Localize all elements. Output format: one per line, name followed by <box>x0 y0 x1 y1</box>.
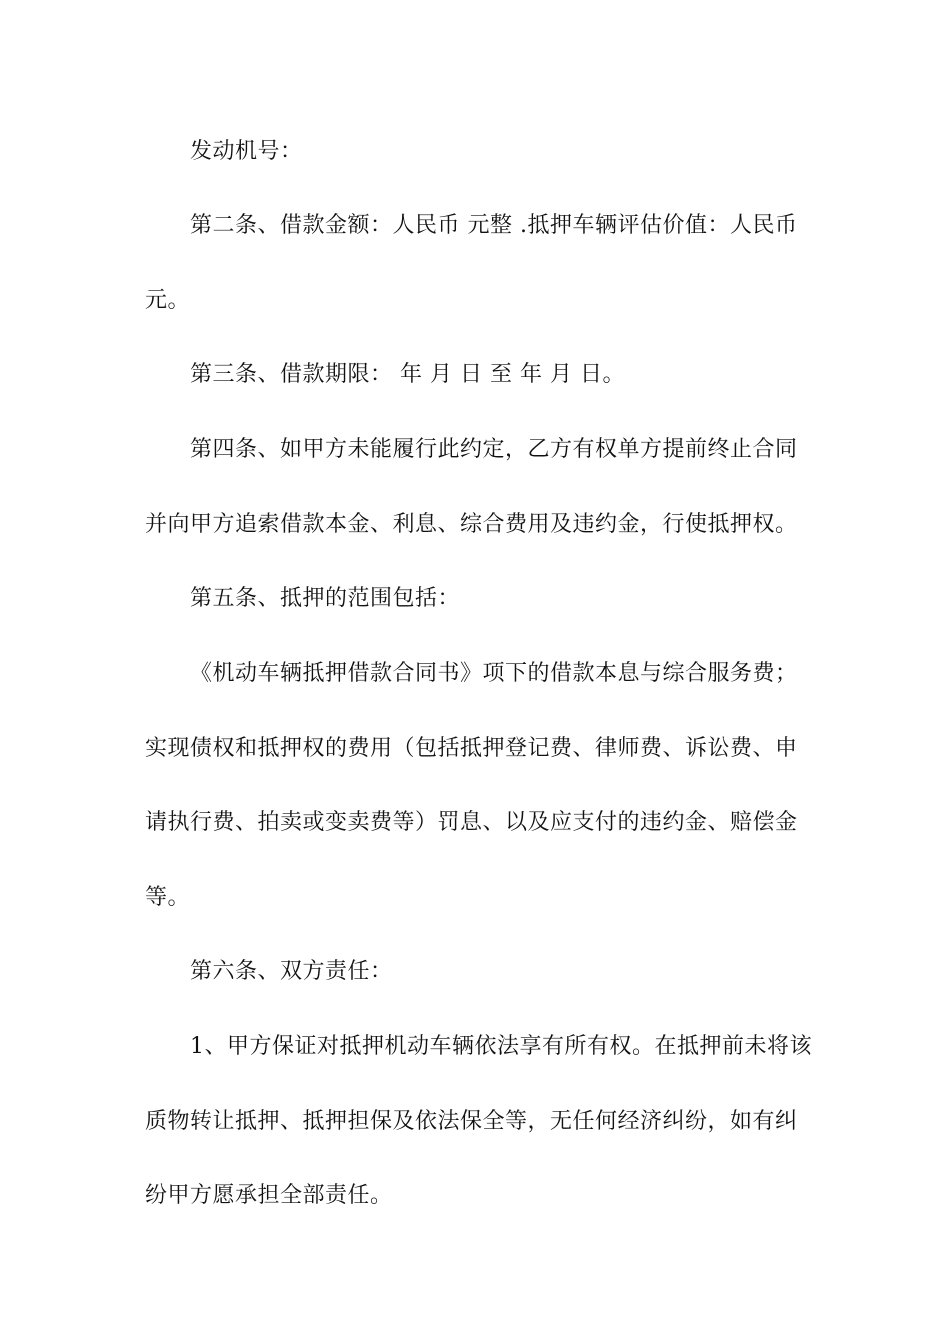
article-4-line-1: 第四条、如甲方未能履行此约定，乙方有权单方提前终止合同 <box>190 437 798 462</box>
article-5-line-4: 等。 <box>145 885 191 910</box>
article-5-line-3: 请执行费、拍卖或变卖费等）罚息、以及应支付的违约金、赔偿金 <box>145 810 798 835</box>
article-6-item-1-line-3: 纷甲方愿承担全部责任。 <box>145 1183 393 1208</box>
article-6-item-1-line-1: 1、甲方保证对抵押机动车辆依法享有所有权。在抵押前未将该 <box>190 1034 812 1059</box>
article-2-line-2: 元。 <box>145 288 191 313</box>
engine-number-line: 发动机号： <box>190 139 303 164</box>
article-5-title: 第五条、抵押的范围包括： <box>190 586 461 611</box>
article-2-line-1: 第二条、借款金额：人民币 元整 .抵押车辆评估价值：人民币 <box>190 213 798 238</box>
article-3-line: 第三条、借款期限： 年 月 日 至 年 月 日。 <box>190 362 625 387</box>
article-6-item-1-line-2: 质物转让抵押、抵押担保及依法保全等，无任何经济纠纷，如有纠 <box>145 1109 798 1134</box>
article-5-line-1: 《机动车辆抵押借款合同书》项下的借款本息与综合服务费； <box>190 661 798 686</box>
article-4-line-2: 并向甲方追索借款本金、利息、综合费用及违约金，行使抵押权。 <box>145 512 798 537</box>
article-5-line-2: 实现债权和抵押权的费用（包括抵押登记费、律师费、诉讼费、申 <box>145 736 798 761</box>
article-6-title: 第六条、双方责任： <box>190 959 393 984</box>
